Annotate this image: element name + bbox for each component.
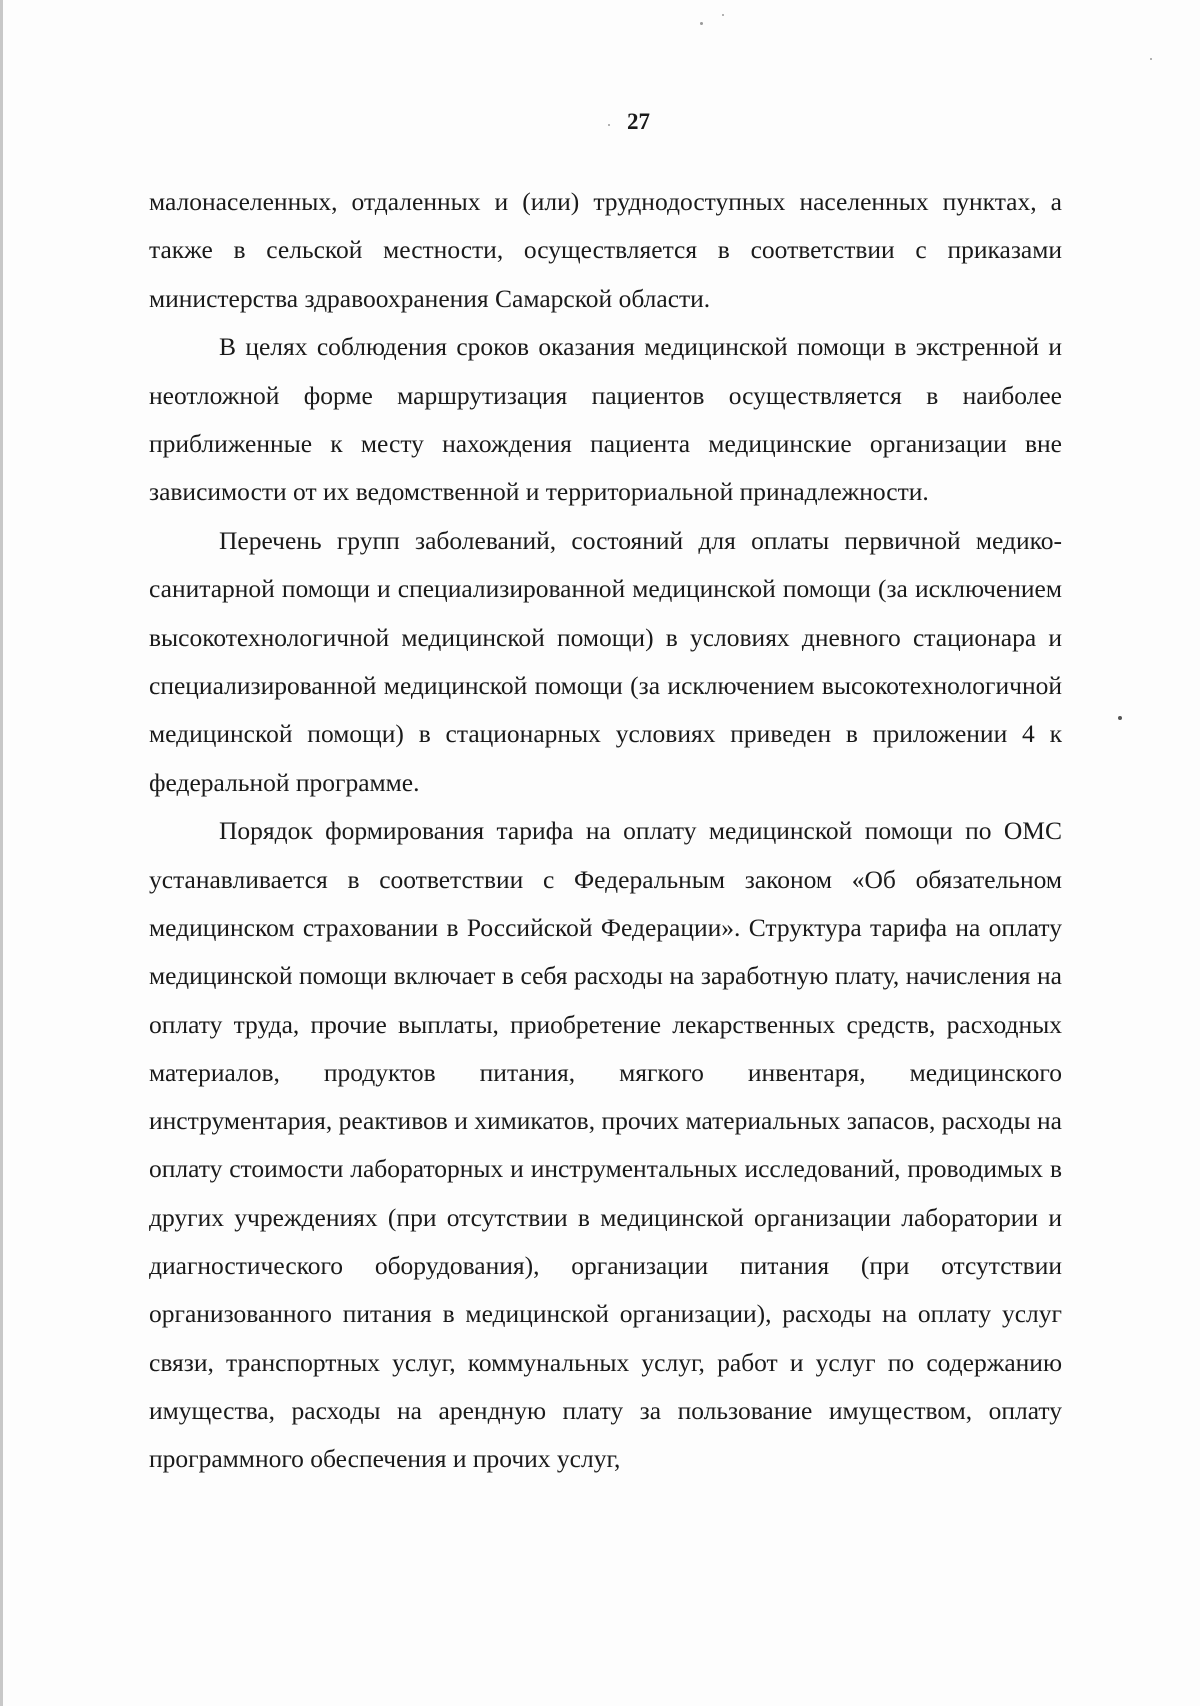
scan-speck (722, 14, 724, 16)
paragraph: малонаселенных, отдаленных и (или) труднодоступных населенных пунктах, а также в сельской местности, осуществляется в соответствии с приказами министерства здравоохранения Самарской области. (149, 187, 1062, 313)
paragraph: Порядок формирования тарифа на оплату медицинской помощи по ОМС устанавливается в соответствии с Федеральным законом «Об обязательном медицинском страховании в Российской Федерации». Структура тарифа на оплату медицинской помощи включает в себя расходы на заработную плату, начисления на оплату труда, прочие выплаты, приобретение лекарственных средств, расходных материалов, продуктов питания, мягкого инвентаря, медицинского инструментария, реактивов и химикатов, прочих материальных запасов, расходы на оплату стоимости лабораторных и инструментальных исследований, проводимых в других учреждениях (при отсутствии в медицинской организации лаборатории и диагностического оборудования), организации питания (при отсутствии организованного питания в медицинской организации), расходы на оплату услуг связи, транспортных услуг, коммунальных услуг, работ и услуг по содержанию имущества, расходы на арендную плату за пользование имуществом, оплату программного обеспечения и прочих услуг, (149, 816, 1062, 1474)
scan-speck (1118, 716, 1122, 720)
paragraph: В целях соблюдения сроков оказания медицинской помощи в экстренной и неотложной форме маршрутизация пациентов осуществляется в наиболее приближенные к месту нахождения пациента медицинские организации вне зависимости от их ведомственной и территориальной принадлежности. (149, 332, 1062, 507)
scan-speck (1150, 58, 1152, 60)
scan-speck (700, 22, 703, 25)
body-text (149, 178, 1062, 1484)
paragraph: Перечень групп заболеваний, состояний для оплаты первичной медико-санитарной помощи и специализированной медицинской помощи (за исключением высокотехнологичной медицинской помощи) в условиях дневного стационара и специализированной медицинской помощи (за исключением высокотехнологичной медицинской помощи) в стационарных условиях приведен в приложении 4 к федеральной программе. (149, 526, 1062, 797)
scan-left-edge (0, 0, 3, 1706)
page-number: 27 (627, 109, 650, 134)
